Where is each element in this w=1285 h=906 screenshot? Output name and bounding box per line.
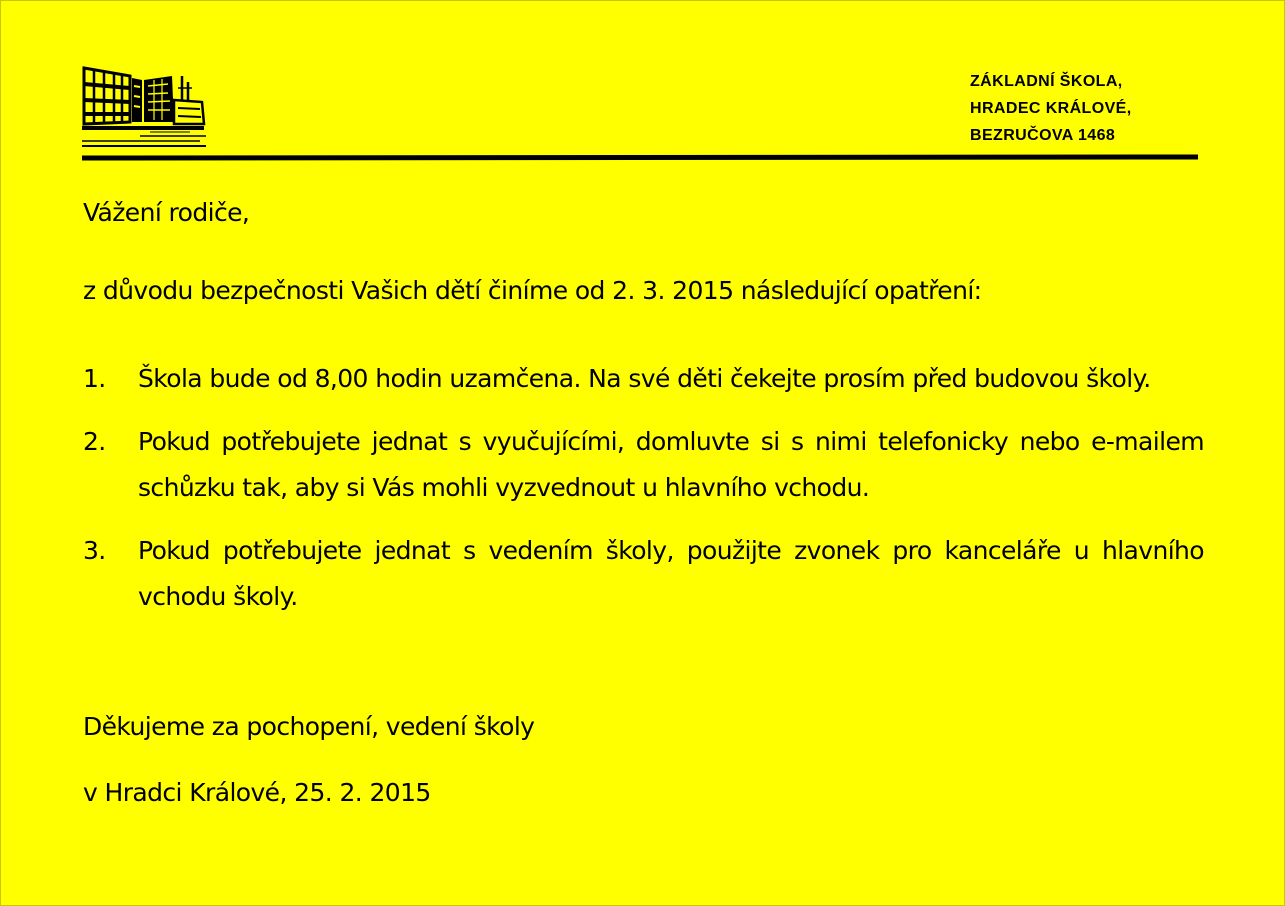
measure-text: Škola bude od 8,00 hodin uzamčena. Na své děti čekejte prosím před budovou školy. [138,364,1151,393]
measure-number: 3. [83,536,106,565]
school-address-line: HRADEC KRÁLOVÉ, [970,100,1132,117]
school-address-line: BEZRUČOVA 1468 [970,127,1116,144]
school-address-line: ZÁKLADNÍ ŠKOLA, [970,73,1123,90]
measure-number: 1. [83,364,106,393]
school-address [970,68,1132,149]
list-item [83,419,1204,511]
header-divider [82,155,1198,161]
closing-thanks: Děkujeme za pochopení, vedení školy [83,712,535,741]
measures-list [83,356,1204,637]
intro-text: z důvodu bezpečnosti Vašich dětí činíme od 2. 3. 2015 následující opatření: [83,276,982,305]
salutation: Vážení rodiče, [83,198,250,227]
list-item [83,528,1204,620]
measure-text: Pokud potřebujete jednat s vedením školy, použijte zvonek pro kanceláře u hlavního vchodu školy. [138,536,1204,611]
list-item [83,356,1204,402]
measure-text: Pokud potřebujete jednat s vyučujícími, domluvte si s nimi telefonicky nebo e-mailem schůzku tak, aby si Vás mohli vyzvednout u hlavního vchodu. [138,427,1204,502]
measure-number: 2. [83,427,106,456]
school-building-icon [80,62,208,148]
place-and-date: v Hradci Králové, 25. 2. 2015 [83,778,431,807]
